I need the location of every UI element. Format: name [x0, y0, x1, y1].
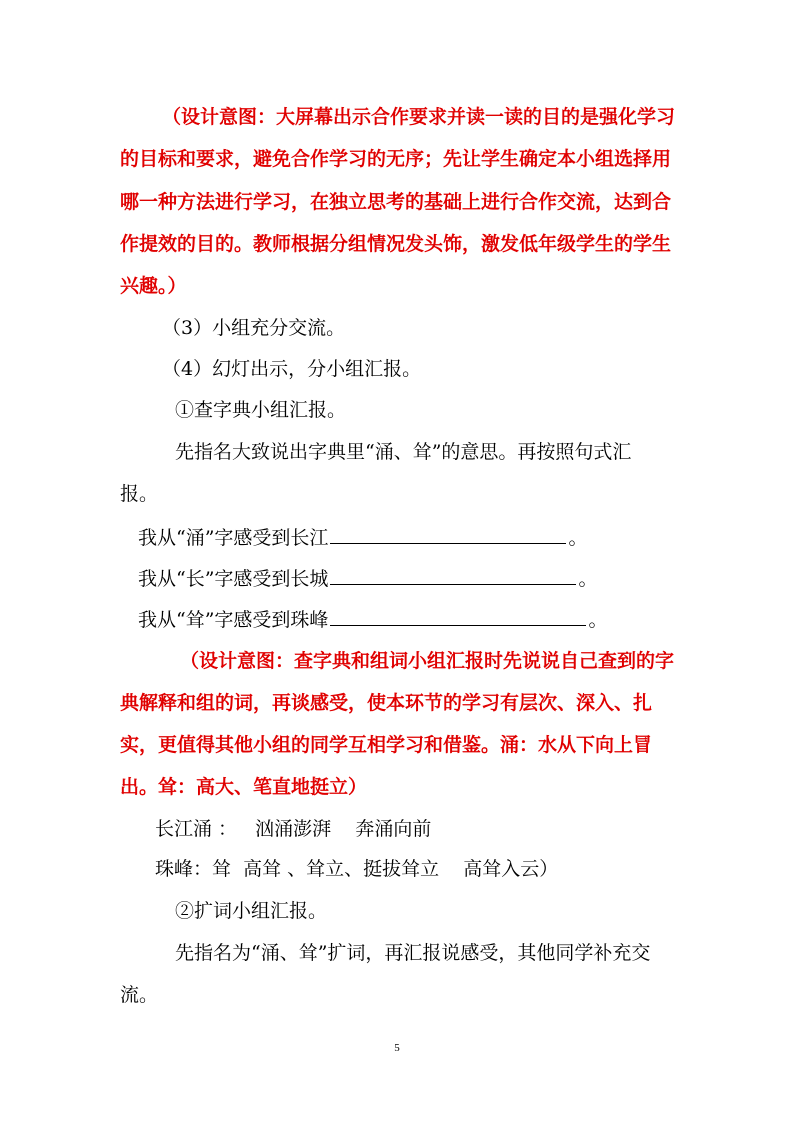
fill-in-prefix: 我从“长”字感受到长城 [138, 568, 329, 590]
instruction-line: 报。 [120, 483, 159, 505]
instruction-line: 流。 [120, 984, 159, 1006]
fill-in-sentence [138, 564, 597, 592]
design-note-1-line: （设计意图：大屏幕出示合作要求并读一读的目的是强化学习 [162, 106, 676, 128]
design-note-1-line: 兴趣。） [120, 275, 187, 297]
fill-in-prefix: 我从“耸”字感受到珠峰 [138, 609, 329, 631]
design-note-2-line: 实，更值得其他小组的同学互相学习和借鉴。涌：水从下向上冒 [120, 734, 653, 756]
fill-in-blank[interactable] [330, 605, 586, 626]
step-4: （4）幻灯出示，分小组汇报。 [162, 358, 422, 380]
step-3: （3）小组充分交流。 [162, 317, 346, 339]
word-list-zhufeng: 珠峰：耸 高耸 、耸立、挺拔耸立 高耸入云） [155, 858, 559, 880]
fill-in-suffix: 。 [568, 527, 588, 549]
fill-in-sentence [138, 523, 587, 551]
design-note-2-line: 出。耸：高大、笔直地挺立） [120, 776, 368, 798]
fill-in-blank[interactable] [330, 564, 576, 585]
design-note-1-line: 的目标和要求，避免合作学习的无序；先让学生确定本小组选择用 [120, 148, 672, 170]
fill-in-suffix: 。 [578, 568, 598, 590]
fill-in-sentence [138, 605, 607, 633]
design-note-2-line: 典解释和组的词，再谈感受，使本环节的学习有层次、深入、扎 [120, 692, 653, 714]
design-note-1-line: 哪一种方法进行学习，在独立思考的基础上进行合作交流，达到合 [120, 191, 672, 213]
page-number: 5 [394, 1042, 400, 1054]
word-list-changjiang: 长江涌 ： 汹涌澎湃 奔涌向前 [155, 818, 432, 840]
design-note-1-line: 作提效的目的。教师根据分组情况发头饰，激发低年级学生的学生 [120, 233, 672, 255]
design-note-2-line: （设计意图：查字典和组词小组汇报时先说说自己查到的字 [180, 650, 675, 672]
fill-in-blank[interactable] [330, 523, 566, 544]
instruction-line: 先指名为“涌、耸”扩词，再汇报说感受，其他同学补充交 [175, 942, 651, 964]
sub-step-dictionary-report: ①查字典小组汇报。 [175, 399, 347, 421]
sub-step-word-expansion-report: ②扩词小组汇报。 [175, 900, 328, 922]
instruction-line: 先指名大致说出字典里“涌、耸”的意思。再按照句式汇 [175, 441, 632, 463]
fill-in-prefix: 我从“涌”字感受到长江 [138, 527, 329, 549]
fill-in-suffix: 。 [588, 609, 608, 631]
